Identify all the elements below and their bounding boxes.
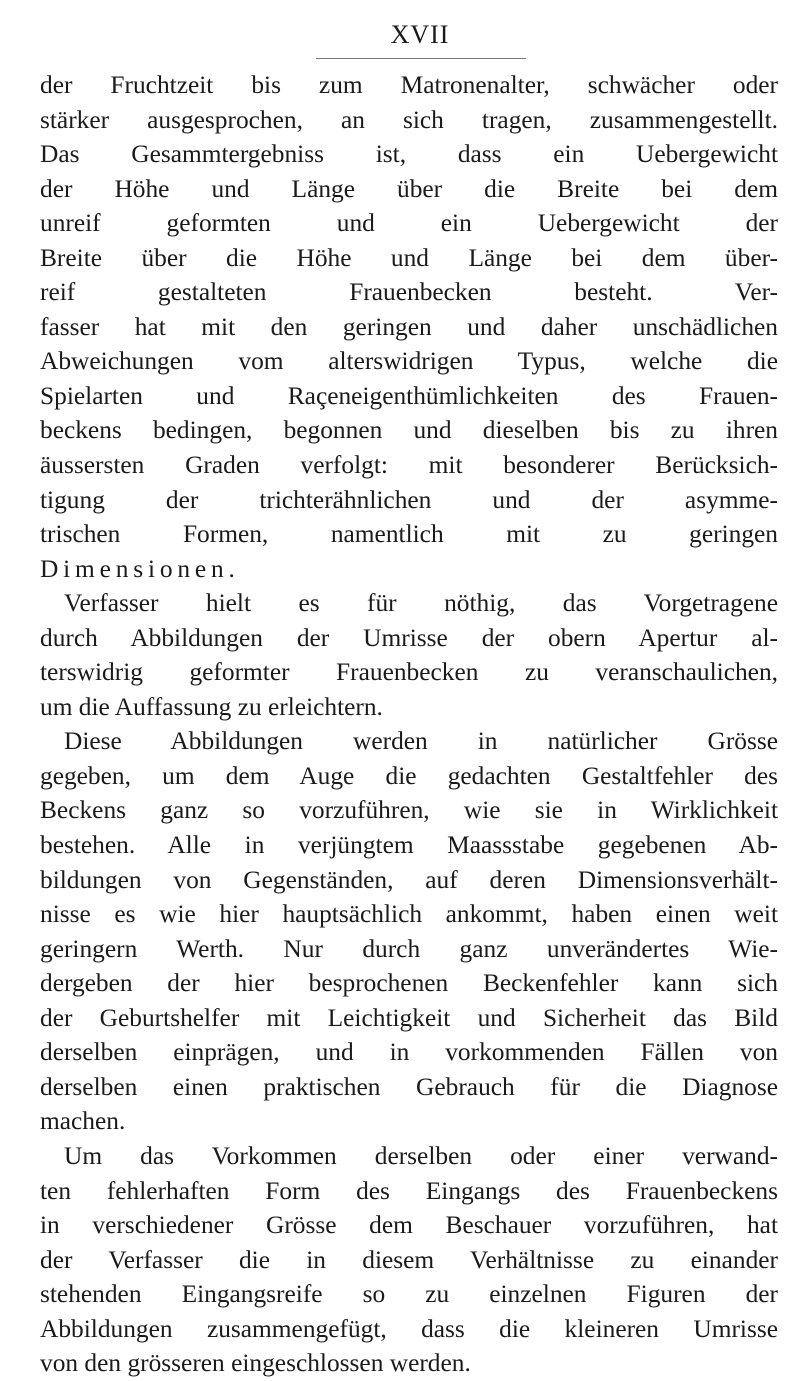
text-line: Spielarten und Raçeneigenthümlichkeiten des Frauen-: [40, 381, 778, 410]
paragraph-3: [40, 724, 778, 1139]
text-line: stehenden Eingangsreife so zu einzelnen Figuren der: [40, 1280, 778, 1309]
text-line: unreif geformten und ein Uebergewicht der: [40, 209, 778, 238]
text-line: der Verfasser die in diesem Verhältnisse zu einander: [40, 1245, 778, 1274]
text-line: ten fehlerhaften Form des Eingangs des Frauenbeckens: [40, 1176, 778, 1205]
text-line: um die Auffassung zu erleichtern.: [40, 692, 383, 721]
page-number: XVII: [390, 20, 450, 49]
text-line: äussersten Graden verfolgt: mit besonderer Berücksich-: [40, 451, 778, 480]
text-line: bildungen von Gegenständen, auf deren Dimensionsverhält-: [40, 865, 778, 894]
text-line: reif gestalteten Frauenbecken besteht. Ver-: [40, 278, 778, 307]
paragraph-4: [40, 1139, 778, 1381]
text-line: Abbildungen zusammengefügt, dass die kleineren Umrisse: [40, 1314, 778, 1343]
text-line: Abweichungen vom alterswidrigen Typus, welche die: [40, 347, 778, 376]
text-line: Diese Abbildungen werden in natürlicher Grösse: [64, 727, 778, 756]
paragraph-2: [40, 586, 778, 724]
text-line: Dimensionen.: [40, 554, 240, 583]
text-line: machen.: [40, 1107, 126, 1136]
text-line: terswidrig geformter Frauenbecken zu veranschaulichen,: [40, 658, 778, 687]
text-line: bestehen. Alle in verjüngtem Maassstabe gegebenen Ab-: [40, 831, 778, 860]
text-line: der Geburtshelfer mit Leichtigkeit und Sicherheit das Bild: [40, 1003, 778, 1032]
text-line: nisse es wie hier hauptsächlich ankommt, haben einen weit: [40, 900, 778, 929]
text-line: dergeben der hier besprochenen Beckenfehler kann sich: [40, 969, 778, 998]
text-line: derselben einprägen, und in vorkommenden Fällen von: [40, 1038, 778, 1067]
text-line: geringern Werth. Nur durch ganz unverändertes Wie-: [40, 934, 778, 963]
text-line: durch Abbildungen der Umrisse der obern Apertur al-: [40, 623, 778, 652]
header-rule: [316, 58, 526, 59]
text-line: der Fruchtzeit bis zum Matronenalter, schwächer oder: [40, 71, 778, 99]
text-line: tigung der trichterähnlichen und der asymme-: [40, 485, 778, 514]
text-line: der Höhe und Länge über die Breite bei dem: [40, 174, 778, 203]
text-line: Verfasser hielt es für nöthig, das Vorgetragene: [64, 589, 778, 618]
body-text: [40, 68, 778, 1381]
text-line: in verschiedener Grösse dem Beschauer vorzuführen, hat: [40, 1211, 778, 1240]
text-line: derselben einen praktischen Gebrauch für die Diagnose: [40, 1072, 778, 1101]
text-line: Das Gesammtergebniss ist, dass ein Uebergewicht: [40, 140, 778, 169]
text-line: gegeben, um dem Auge die gedachten Gestaltfehler des: [40, 761, 778, 790]
text-line: stärker ausgesprochen, an sich tragen, zusammengestellt.: [40, 105, 778, 134]
text-line: trischen Formen, namentlich mit zu geringen: [40, 520, 778, 549]
paragraph-1: [40, 68, 778, 586]
text-line: Beckens ganz so vorzuführen, wie sie in Wirklichkeit: [40, 796, 778, 825]
text-line: fasser hat mit den geringen und daher unschädlichen: [40, 312, 778, 341]
text-line: beckens bedingen, begonnen und dieselben bis zu ihren: [40, 416, 778, 445]
text-line: Breite über die Höhe und Länge bei dem über-: [40, 243, 778, 272]
text-line: Um das Vorkommen derselben oder einer verwand-: [64, 1141, 778, 1170]
text-line: von den grösseren eingeschlossen werden.: [40, 1349, 471, 1378]
